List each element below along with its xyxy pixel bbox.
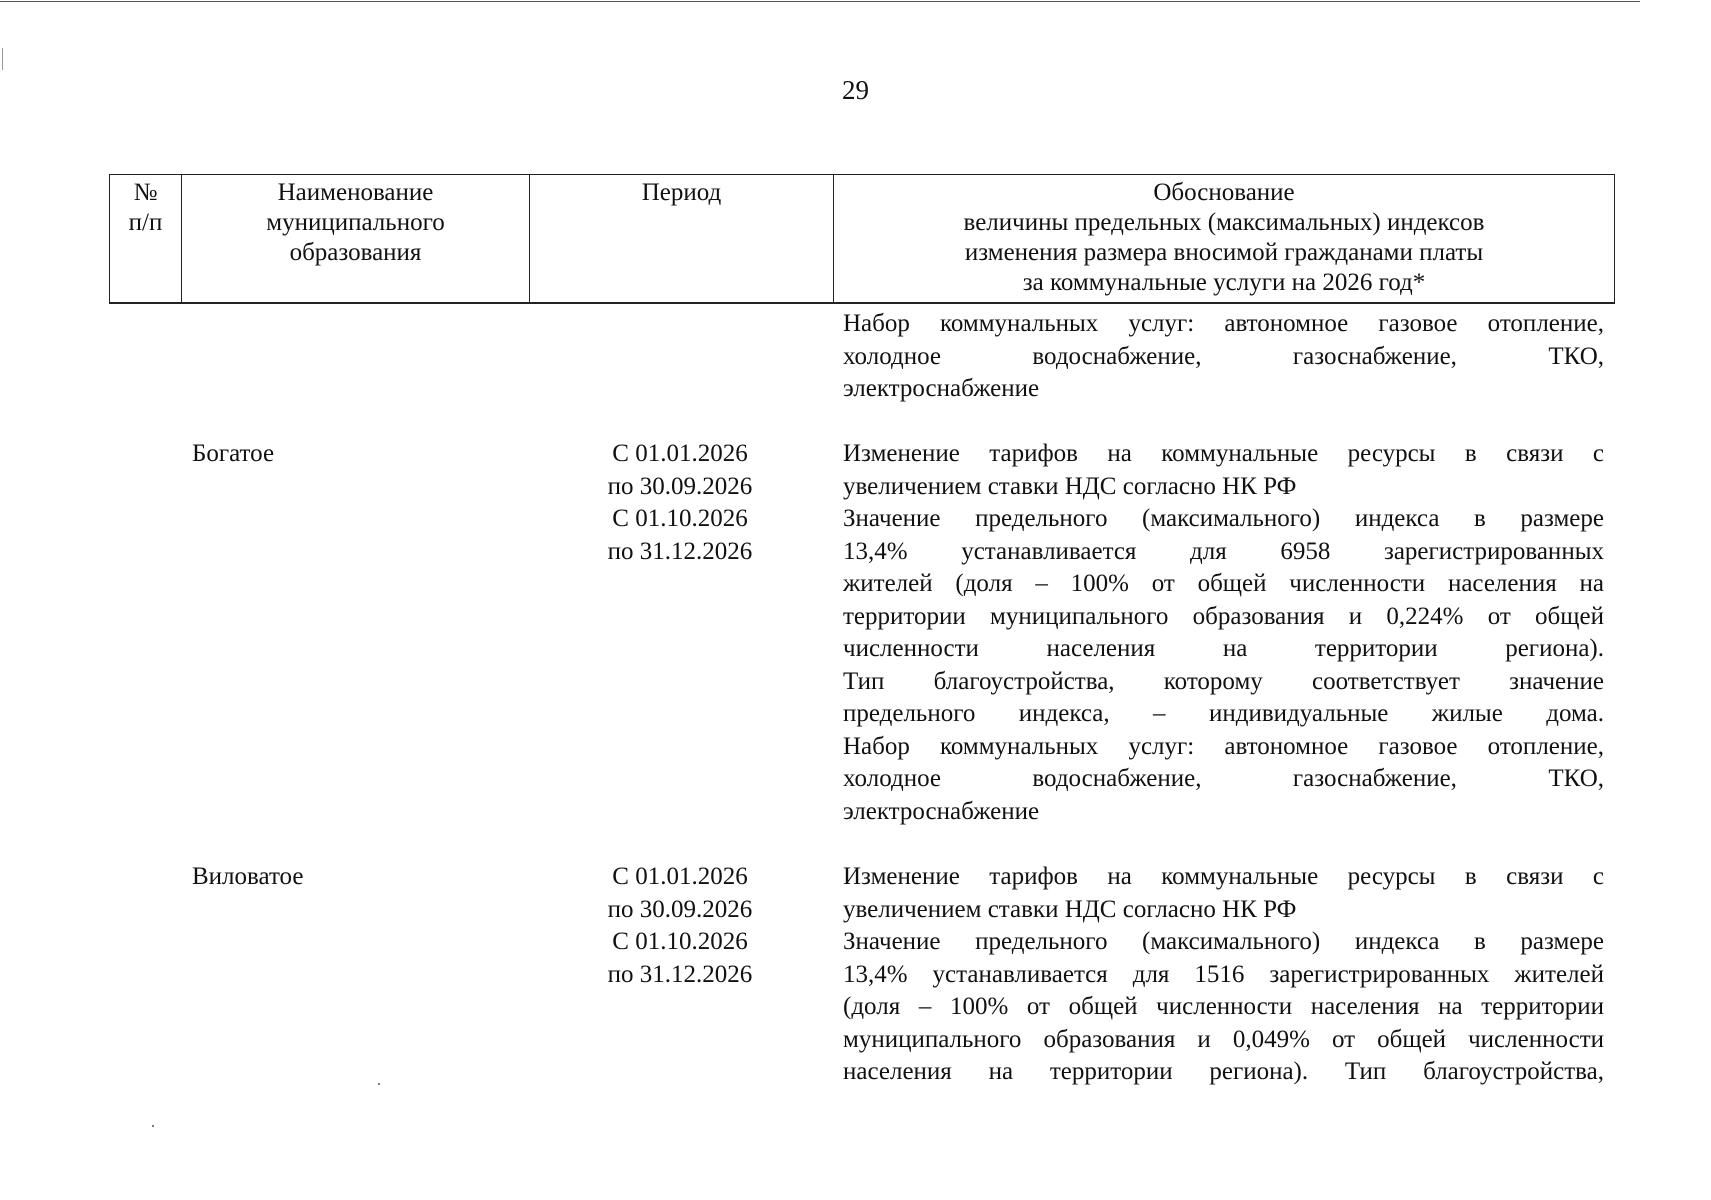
period-line: С 01.01.2026 (612, 863, 748, 890)
period-line: С 01.01.2026 (612, 440, 748, 467)
header-name-cell (182, 175, 530, 302)
basis-line: Изменение тарифов на коммунальные ресурсы в связи с (843, 863, 1604, 890)
continuation-basis (843, 308, 1604, 406)
basis-line: жителей (доля – 100% от общей численности населения на (843, 570, 1604, 597)
header-text: муниципального (266, 209, 445, 236)
period-line: по 30.09.2026 (607, 472, 753, 500)
basis-line: Изменение тарифов на коммунальные ресурсы в связи с (843, 440, 1604, 467)
page-number: 29 (842, 75, 869, 105)
basis-line: 13,4% устанавливается для 1516 зарегистрированных жителей (843, 960, 1604, 988)
basis-line: предельного индекса, – индивидуальные жилые дома. (843, 700, 1604, 727)
header-number-cell (110, 175, 182, 302)
basis-cell (843, 438, 1604, 828)
header-text: за коммунальные услуги на 2026 год* (1022, 269, 1426, 296)
basis-line: электроснабжение (843, 375, 1040, 402)
basis-line: Тип благоустройства, которому соответствует значение (843, 667, 1604, 695)
basis-line: Значение предельного (максимального) индекса в размере (843, 505, 1604, 532)
period-line: по 31.12.2026 (607, 537, 753, 565)
basis-line: Набор коммунальных услуг: автономное газовое отопление, (843, 310, 1604, 337)
period-cell (590, 861, 770, 991)
basis-line: населения на территории региона). Тип благоустройства, (843, 1058, 1604, 1085)
basis-line: увеличением ставки НДС согласно НК РФ (843, 472, 1297, 500)
header-text: Обоснование (1153, 179, 1295, 206)
scan-speck (152, 1125, 154, 1127)
basis-cell (843, 861, 1604, 1089)
period-line: по 30.09.2026 (607, 895, 753, 923)
basis-line: 13,4% устанавливается для 6958 зарегистрированных (843, 537, 1604, 565)
basis-line: увеличением ставки НДС согласно НК РФ (843, 895, 1297, 923)
header-text: изменения размера вносимой гражданами платы (964, 239, 1484, 266)
basis-line: территории муниципального образования и 0,224% от общей (843, 602, 1604, 630)
header-text: п/п (128, 209, 163, 236)
period-line: по 31.12.2026 (607, 960, 753, 988)
top-border-line (0, 1, 1640, 2)
table-header (109, 174, 1615, 304)
basis-line: численности населения на территории региона). (843, 635, 1604, 662)
basis-line: холодное водоснабжение, газоснабжение, ТКО, (843, 342, 1604, 370)
header-text: величины предельных (максимальных) индексов (963, 209, 1485, 236)
period-cell (590, 438, 770, 568)
header-text: Период (641, 179, 722, 206)
basis-line: Набор коммунальных услуг: автономное газовое отопление, (843, 732, 1604, 760)
municipality-name: Богатое (192, 440, 275, 467)
period-line: С 01.10.2026 (612, 505, 748, 532)
basis-line: муниципального образования и 0,049% от общей численности (843, 1025, 1604, 1053)
municipality-name: Виловатое (192, 863, 304, 890)
basis-line: холодное водоснабжение, газоснабжение, ТКО, (843, 765, 1604, 792)
header-basis-cell (834, 175, 1614, 302)
header-text: образования (289, 239, 422, 266)
basis-line: Значение предельного (максимального) индекса в размере (843, 928, 1604, 955)
basis-line: (доля – 100% от общей численности населения на территории (843, 993, 1604, 1020)
period-line: С 01.10.2026 (612, 928, 748, 955)
scan-speck (378, 1083, 380, 1085)
scan-mark (2, 48, 3, 70)
header-text: № (133, 179, 158, 206)
header-period-cell (530, 175, 834, 302)
header-text: Наименование (277, 179, 434, 206)
basis-line: электроснабжение (843, 797, 1040, 825)
